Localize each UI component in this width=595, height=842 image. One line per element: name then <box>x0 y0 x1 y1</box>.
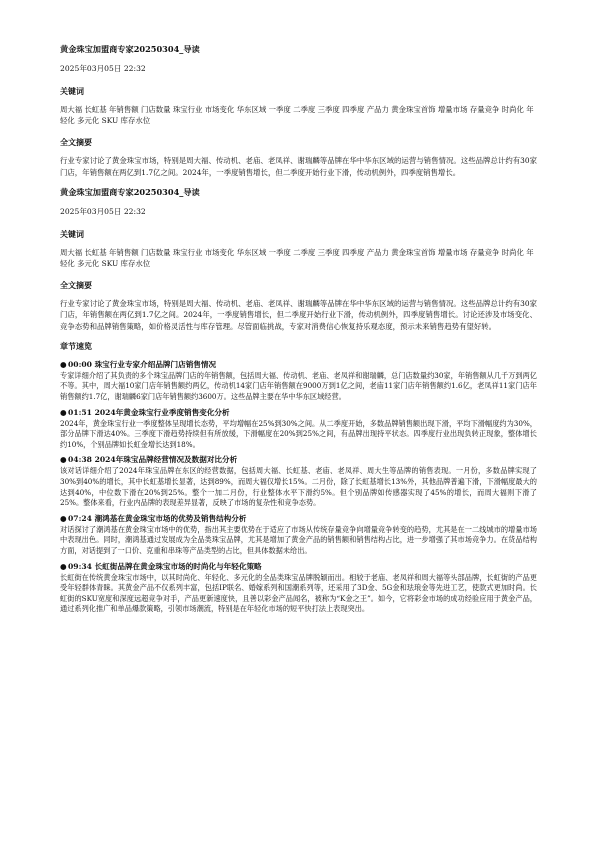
chapter-title <box>60 359 537 370</box>
chapter-title-text: 01:51 2024年黄金珠宝行业季度销售变化分析 <box>68 407 230 417</box>
chapter-title <box>60 513 537 524</box>
chapter-item <box>60 407 537 451</box>
doc-title: 黄金珠宝加盟商专家20250304_导读 <box>60 44 200 54</box>
bullet-icon: ● <box>60 455 67 465</box>
chapter-title <box>60 561 537 572</box>
chapter-title-text: 00:00 珠宝行业专家介绍品牌门店销售情况 <box>68 359 217 369</box>
summary-heading-repeat: 全文摘要 <box>60 280 92 291</box>
chapter-body: 专家详细介绍了其负责的多个珠宝品牌门店的年销售额，包括周大福、传动机、老庙、老凤祥和谢瑞麟，总门店数量约30家，年销售额从几千万到两亿不等。其中，周大福10家门店年销售额约两亿，传动机14家门店年销售额在9000万到1亿之间，老庙11家门店年销售额约1.6亿，老凤祥11家门店年销售额约1.7亿，谢瑞麟6家门店年销售额约3600万。这些品牌主要在华中华东区域经营。 <box>60 370 537 402</box>
bullet-icon: ● <box>60 513 67 523</box>
chapter-title <box>60 454 537 465</box>
chapter-item <box>60 359 537 403</box>
chapter-title-text: 04:38 2024年珠宝品牌经营情况及数据对比分析 <box>68 455 238 465</box>
chapter-body: 长虹街在传统黄金珠宝市场中，以其时尚化、年轻化、多元化的全品类珠宝品牌脱颖而出。相较于老庙、老凤祥和周大福等头部品牌，长虹街的产品更受年轻群体青睐。其黄金产品不仅系列丰富，包括IP联名、婚嫁系列和国潮系列等，还采用了3D金、5G金和珐琅金等先进工艺，使款式更加时尚。长虹街的SKU宽度和深度远超竞争对手，产品更新速度快，且善以彩金产品闻名，被称为“K金之王”。如今，它将彩金市场的成功经验应用于黄金产品，通过系列化推广和单品爆款策略，引领市场潮流，特别是在年轻化市场的短平快打法上表现突出。 <box>60 572 537 614</box>
doc-title-repeat: 黄金珠宝加盟商专家20250304_导读 <box>60 186 200 197</box>
keywords-heading-repeat: 关键词 <box>60 228 84 239</box>
keywords-heading: 关键词 <box>60 86 84 96</box>
chapter-item <box>60 454 537 508</box>
chapter-title-text: 07:24 潮鸿基在黄金珠宝市场的优势及销售结构分析 <box>68 513 247 523</box>
doc-datetime: 2025年03月05日 22:32 <box>60 64 146 73</box>
summary-heading: 全文摘要 <box>60 137 92 148</box>
chapter-title <box>60 407 537 418</box>
keywords-text-repeat: 周大福 长虹基 年销售额 门店数量 珠宝行业 市场变化 华东区域 一季度 二季度 三季度 四季度 产品力 黄金珠宝首饰 增量市场 存量竞争 时尚化 年轻化 多元化 SKU 库存水位 <box>60 247 534 269</box>
chapter-body: 对话探讨了潮鸿基在黄金珠宝市场中的优势，指出其主要优势在于适应了市场从传统存量竞争向增量竞争转变的趋势，尤其是在一二线城市的增量市场中表现出色。同时，潮鸿基通过发展成为全品类珠宝品牌，尤其是增加了黄金产品的销售额和销售结构占比，进一步增强了其市场竞争力。在货品结构方面，对话提到了一口价、克重和串珠等产品类型的占比，但具体数据未给出。 <box>60 524 537 555</box>
bullet-icon: ● <box>60 359 67 369</box>
summary-paragraph-full: 行业专家讨论了黄金珠宝市场，特别是周大福、传动机、老庙、老凤祥、谢瑞麟等品牌在华中华东区域的运营与销售情况。这些品牌总计约有30家门店，年销售额在两亿到1.7亿之间。2024年，一季度销售增长，但二季度开始行业下滑，传动机例外，四季度销售增长。讨论还涉及市场变化、竞争态势和品牌销售策略，如价格灵活性与库存管理。尽管面临挑战，专家对消费信心恢复持乐观态度，预示未来销售趋势有望好转。 <box>60 299 537 331</box>
chapter-item <box>60 513 537 557</box>
keywords-text: 周大福 长虹基 年销售额 门店数量 珠宝行业 市场变化 华东区域 一季度 二季度 三季度 四季度 产品力 黄金珠宝首饰 增量市场 存量竞争 时尚化 年轻化 多元化 SKU 库存水位 <box>60 105 534 126</box>
bullet-icon: ● <box>60 561 67 571</box>
chapter-title-text: 09:34 长虹街品牌在黄金珠宝市场的时尚化与年轻化策略 <box>68 561 262 571</box>
summary-paragraph: 行业专家讨论了黄金珠宝市场，特别是周大福、传动机、老庙、老凤祥、谢瑞麟等品牌在华中华东区域的运营与销售情况。这些品牌总计约有30家门店，年销售额在两亿到1.7亿之间。2024年，一季度销售增长，但二季度开始行业下滑，传动机例外，四季度销售增长。 <box>60 156 537 177</box>
chapter-body: 2024年，黄金珠宝行业一季度整体呈现增长态势，平均增幅在25%到30%之间。从二季度开始，多数品牌销售额出现下滑，平均下滑幅度约为30%，部分品牌下滑达40%。三季度下滑趋势持续但有所放缓，下滑幅度在20%到25%之间，有品牌出现持平状态。四季度行业出现负转正现象，整体增长约10%，个别品牌如长虹金增长达到18%。 <box>60 418 537 449</box>
chapter-item <box>60 561 537 615</box>
chapters-heading: 章节速览 <box>60 340 92 351</box>
bullet-icon: ● <box>60 407 67 417</box>
doc-datetime-repeat: 2025年03月05日 22:32 <box>60 206 146 216</box>
chapter-body: 该对话详细介绍了2024年珠宝品牌在东区的经营数据，包括周大福、长虹基、老庙、老凤祥、周大生等品牌的销售表现。一月份，多数品牌实现了30%到40%的增长，其中长虹基增长显著，达到89%，而周大福仅增长15%。二月份，除了长虹基增长13%外，其他品牌普遍下滑，下滑幅度最大的达到40%，中位数下滑在20%到25%。整个一加二月份，行业整体水平下滑约5%。但个别品牌如传感器实现了45%的增长，而周大福则下滑了25%。整体来看，行业内品牌的表现差异显著，反映了市场的复杂性和竞争态势。 <box>60 466 537 508</box>
